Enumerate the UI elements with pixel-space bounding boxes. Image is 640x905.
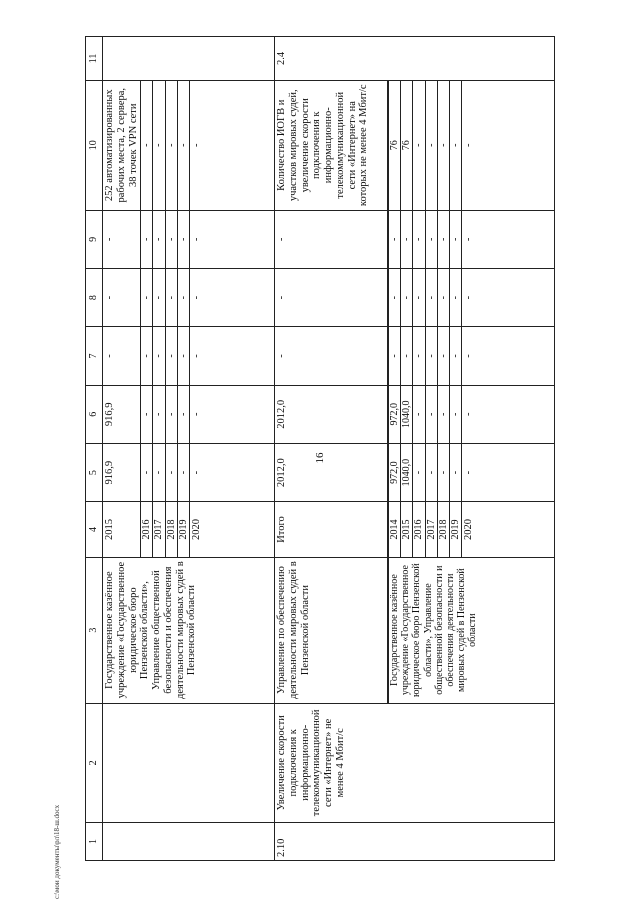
value-cell: - (153, 443, 165, 501)
value-cell: 76 (388, 80, 401, 210)
value-cell: - (177, 327, 189, 385)
value-cell: - (462, 210, 555, 268)
value-cell: - (153, 268, 165, 326)
value-cell: - (449, 443, 461, 501)
value-cell: - (437, 268, 449, 326)
year-cell: 2020 (462, 502, 555, 557)
value-cell: - (388, 210, 401, 268)
value-cell: - (153, 80, 165, 210)
value-cell: - (413, 327, 425, 385)
header-cell: 1 (86, 823, 103, 861)
header-row (86, 37, 103, 861)
value-cell: - (449, 268, 461, 326)
value-cell: - (413, 80, 425, 210)
header-cell: 3 (86, 557, 103, 703)
value-cell: - (165, 443, 177, 501)
value-cell: - (141, 80, 153, 210)
indicator-cell: Количество ИОГВ и участков мировых судей, увеличение скорости подключения к информационно-телекоммуникационной сети «Интернет» на которых не менее 4 Мбит/с (275, 80, 389, 210)
value-cell: - (141, 385, 153, 443)
value-cell: - (401, 327, 413, 385)
executor-cell: Управление по обеспечению деятельности мировых судей в Пензенской области (275, 557, 389, 703)
year-cell: 2014 (388, 502, 401, 557)
value-cell: - (413, 210, 425, 268)
year-cell: 2015 (103, 502, 141, 557)
page-number: 16 (314, 452, 326, 464)
value-cell: 1040,0 (401, 385, 413, 443)
cell-empty (103, 37, 275, 81)
value-cell: - (449, 327, 461, 385)
year-cell: 2019 (449, 502, 461, 557)
link-cell: 2.4 (275, 37, 555, 81)
value-cell: - (275, 327, 389, 385)
value-cell: - (449, 80, 461, 210)
year-cell: 2017 (153, 502, 165, 557)
header-cell: 8 (86, 268, 103, 326)
value-cell: - (401, 210, 413, 268)
year-cell: Итого (275, 502, 389, 557)
value-cell: 972,0 (388, 443, 401, 501)
executor-cell: Государственное казённое учреждение «Государственное юридическое бюро Пензенской области», Управление общественной безопасности и обеспечения деятельности мировых судей в Пензенской области (103, 557, 275, 703)
value-cell: 916,9 (103, 385, 141, 443)
value-cell: - (437, 443, 449, 501)
value-cell: - (103, 268, 141, 326)
value-cell: 972,0 (388, 385, 401, 443)
value-cell: - (462, 268, 555, 326)
header-cell: 4 (86, 502, 103, 557)
header-cell: 6 (86, 385, 103, 443)
value-cell: - (437, 210, 449, 268)
value-cell: - (425, 268, 437, 326)
value-cell: - (141, 327, 153, 385)
header-cell: 11 (86, 37, 103, 81)
year-cell: 2018 (437, 502, 449, 557)
year-cell: 2018 (165, 502, 177, 557)
value-cell: - (177, 385, 189, 443)
value-cell: - (437, 80, 449, 210)
value-cell: 1040,0 (401, 443, 413, 501)
value-cell: - (413, 268, 425, 326)
value-cell: - (190, 385, 275, 443)
value-cell: - (165, 385, 177, 443)
value-cell: - (462, 80, 555, 210)
value-cell: - (190, 210, 275, 268)
year-cell: 2020 (190, 502, 275, 557)
value-cell: - (388, 327, 401, 385)
value-cell: - (425, 385, 437, 443)
header-cell: 7 (86, 327, 103, 385)
year-cell: 2015 (401, 502, 413, 557)
value-cell: - (275, 268, 389, 326)
value-cell: - (177, 210, 189, 268)
header-cell: 5 (86, 443, 103, 501)
value-cell: - (190, 268, 275, 326)
value-cell: - (413, 443, 425, 501)
year-cell: 2016 (413, 502, 425, 557)
indicator-cell: 252 автоматизированных рабочих места, 2 сервера, 38 точек VPN сети (103, 80, 141, 210)
cell-empty (103, 823, 275, 861)
item-name: Увеличение скорости подключения к информационно-телекоммуникационной сети «Интернет» не менее 4 Мбит/с (275, 703, 555, 823)
value-cell: - (462, 385, 555, 443)
year-cell: 2017 (425, 502, 437, 557)
value-cell: - (177, 80, 189, 210)
value-cell: - (437, 327, 449, 385)
value-cell: - (103, 327, 141, 385)
value-cell: - (413, 385, 425, 443)
year-cell: 2016 (141, 502, 153, 557)
value-cell: - (177, 268, 189, 326)
value-cell: - (401, 268, 413, 326)
value-cell: - (449, 385, 461, 443)
value-cell: - (190, 80, 275, 210)
value-cell: - (141, 268, 153, 326)
value-cell: - (425, 210, 437, 268)
value-cell: 916,9 (103, 443, 141, 501)
program-table (85, 36, 555, 861)
cell-empty (103, 703, 275, 823)
value-cell: - (462, 327, 555, 385)
value-cell: - (449, 210, 461, 268)
year-cell: 2019 (177, 502, 189, 557)
value-cell: - (388, 268, 401, 326)
value-cell: 2012,0 (275, 385, 389, 443)
value-cell: - (141, 210, 153, 268)
value-cell: 76 (401, 80, 413, 210)
value-cell: - (165, 80, 177, 210)
value-cell: - (141, 443, 153, 501)
value-cell: - (177, 443, 189, 501)
value-cell: - (165, 210, 177, 268)
table-row (275, 37, 389, 861)
value-cell: - (103, 210, 141, 268)
value-cell: - (153, 385, 165, 443)
value-cell: - (153, 210, 165, 268)
value-cell: - (275, 210, 389, 268)
value-cell: - (425, 327, 437, 385)
header-cell: 2 (86, 703, 103, 823)
value-cell: - (165, 268, 177, 326)
executor-cell: Государственное казённое учреждение «Государственное юридическое бюро Пензенской области», Управление общественной безопасности и обеспечения деятельности мировых судей в Пензенской области (388, 557, 555, 703)
value-cell: - (425, 443, 437, 501)
value-cell: - (190, 327, 275, 385)
footer-file-path: c:\мои документы\рл\18-ш.docx (53, 804, 61, 899)
table-area (85, 36, 586, 861)
item-number: 2.10 (275, 823, 555, 861)
rotated-page (85, 36, 586, 861)
value-cell: 2012,0 (275, 443, 389, 501)
value-cell: - (437, 385, 449, 443)
value-cell: - (153, 327, 165, 385)
header-cell: 9 (86, 210, 103, 268)
value-cell: - (462, 443, 555, 501)
table-row (103, 37, 141, 861)
value-cell: - (165, 327, 177, 385)
value-cell: - (425, 80, 437, 210)
header-cell: 10 (86, 80, 103, 210)
value-cell: - (190, 443, 275, 501)
